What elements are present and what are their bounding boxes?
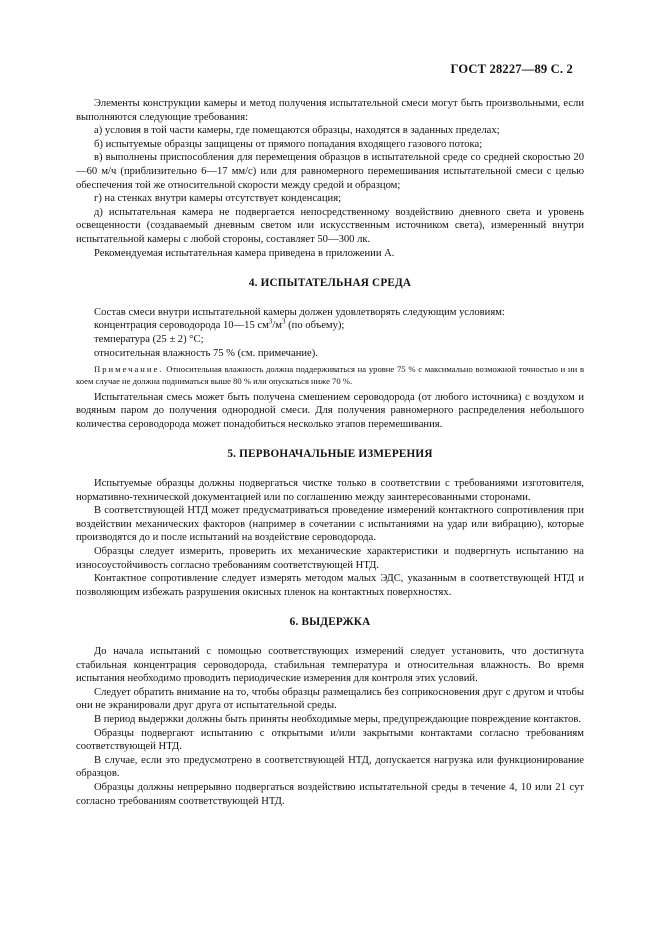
section-6-paragraph-1: До начала испытаний с помощью соответствующих измерений следует установить, что достигнута стабильная концентрация сероводорода, стабильная температура и относительная влажность. Во время испытания необходимо проводить периодические измерения для контроля этих условий. (76, 646, 584, 685)
section-4-paragraph-1: Состав смеси внутри испытательной камеры должен удовлетворять следующим условиям: (94, 306, 505, 318)
section-6-paragraph-6: Образцы должны непрерывно подвергаться воздействию испытательной среды в течение 4, 10 или 21 сут согласно требованиям соответствующей НТД. (76, 781, 584, 807)
recommendation-paragraph: Рекомендуемая испытательная камера приведена в приложении А. (94, 247, 395, 259)
section-4-title: 4. ИСПЫТАТЕЛЬНАЯ СРЕДА (248, 277, 412, 290)
section-6-paragraph-5: В случае, если это предусмотрено в соответствующей НТД, допускается нагрузка или функционирование образцов. (76, 754, 584, 780)
humidity-line: относительная влажность 75 % (см. примечание). (94, 347, 318, 359)
concentration-line (76, 319, 584, 333)
note-label: Примечание. (94, 364, 164, 375)
document-body (76, 97, 584, 808)
temperature-line: температура (25 ± 2) °С; (94, 333, 204, 345)
section-4-paragraph-2: Испытательная смесь может быть получена смешением сероводорода (от любого источника) с воздухом и водяным паром до получения однородной смеси. Для получения равномерного распределения небольшого количества сероводорода может понадобиться несколько этапов перемешивания. (76, 391, 584, 430)
section-5-paragraph-2: В соответствующей НТД может предусматриваться проведение измерений контактного сопротивления при воздействии механических факторов (например в сочетании с испытаниями на удар или вибрацию), которые производятся до и после испытаний на воздействие сероводорода. (76, 505, 584, 544)
section-6-paragraph-2: Следует обратить внимание на то, чтобы образцы размещались без соприкосновения друг с другом и чтобы они не экранировали друг друга от испытательной среды. (76, 686, 584, 712)
section-6-paragraph-3: В период выдержки должны быть приняты необходимые меры, предупреждающие повреждение контактов. (94, 713, 581, 725)
requirement-g: г) на стенках внутри камеры отсутствует конденсация; (94, 193, 342, 205)
section-5-paragraph-3: Образцы следует измерить, проверить их механические характеристики и подвергнуть испытанию на износоустойчивость согласно требованиям соответствующей НТД. (76, 546, 584, 571)
requirement-b: б) испытуемые образцы защищены от прямого попадания входящего газового потока; (94, 138, 483, 150)
intro-paragraph: Элементы конструкции камеры и метод получения испытательной смеси могут быть произвольными, если выполняются следующие требования: (76, 98, 584, 123)
concentration-text-b: /м (272, 320, 282, 332)
section-5-paragraph-1: Испытуемые образцы должны подвергаться чистке только в соответствии с требованиями изготовителя, нормативно-технической документацией или по соглашению между заинтересованными сторонами. (76, 478, 584, 503)
page-header: ГОСТ 28227—89 С. 2 (450, 62, 573, 76)
humidity-note (76, 364, 584, 388)
section-5-title: 5. ПЕРВОНАЧАЛЬНЫЕ ИЗМЕРЕНИЯ (227, 448, 433, 461)
requirement-v: в) выполнены приспособления для перемещения образцов в испытательной среде со средней скоростью 20—60 м/ч (приблизительно 6—17 мм/с) или для равномерного перемешивания испытательной смеси с целью обеспечения той же относительной скорости между средой и образцом; (76, 152, 584, 191)
requirement-a: а) условия в той части камеры, где помещаются образцы, находятся в заданных пределах; (94, 125, 500, 137)
concentration-text-c: (по объему); (285, 320, 345, 332)
section-6-paragraph-4: Образцы подвергают испытанию с открытыми и/или закрытыми контактами согласно требованиям соответствующей НТД. (76, 727, 584, 753)
section-6-title: 6. ВЫДЕРЖКА (289, 616, 371, 629)
concentration-sup-1: 3 (268, 317, 273, 326)
note-text: Относительная влажность должна поддерживаться на уровне 75 % с максимально возможной точностью и ни в коем случае не должна подниматься выше 80 % или опускаться ниже 70 %. (76, 364, 584, 386)
concentration-text-a: концентрация сероводорода 10—15 см (94, 320, 269, 332)
requirement-d: д) испытательная камера не подвергается непосредственному воздействию дневного света и уровень освещенности (создаваемый дневным светом или искусственным источником света), измеренный внутри испытательной камеры с любой стороны, составляет 50—300 лк. (76, 206, 584, 245)
section-5-paragraph-4: Контактное сопротивление следует измерять методом малых ЭДС, указанным в соответствующей НТД и позволяющим избежать разрушения окисных пленок на контактных поверхностях. (76, 573, 584, 598)
concentration-sup-2: 3 (282, 317, 286, 326)
